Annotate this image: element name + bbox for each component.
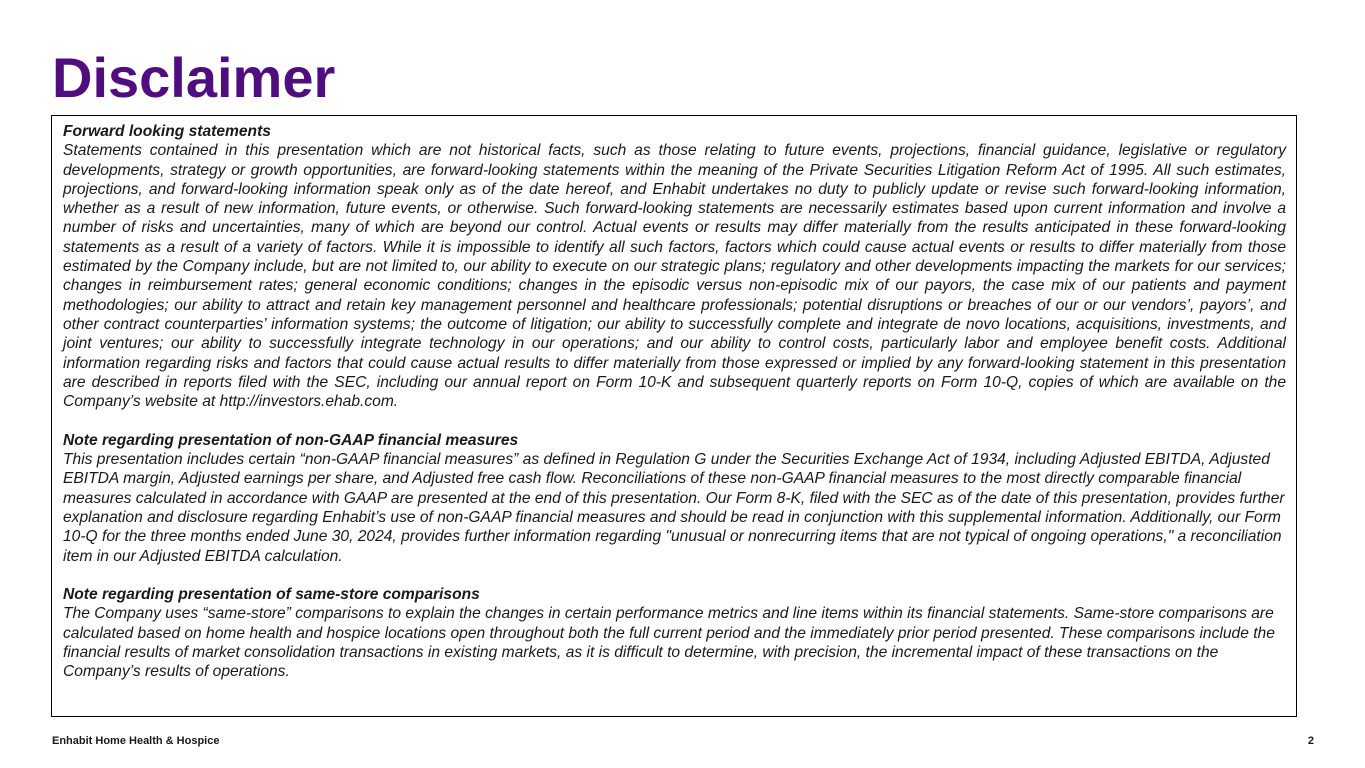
section-heading: Forward looking statements xyxy=(63,123,271,140)
page-title: Disclaimer xyxy=(52,46,336,109)
footer-company-name: Enhabit Home Health & Hospice xyxy=(52,735,220,747)
forward-looking-section xyxy=(63,122,1286,411)
same-store-section xyxy=(63,585,1286,681)
section-heading: Note regarding presentation of non-GAAP financial measures xyxy=(63,431,519,449)
section-heading: Note regarding presentation of same-store comparisons xyxy=(63,586,480,604)
section-body: This presentation includes certain “non-GAAP financial measures” as defined in Regulation G under the Securities Exchange Act of 1934, including Adjusted EBITDA, Adjusted EBITDA margin, Adjusted earnings per share, and Adjusted free cash flow. Reconciliations of these non-GAAP financial measures to the most directly comparable financial measures calculated in accordance with GAAP are presented at the end of this presentation. Our Form 8-K, filed with the SEC as of the date of this presentation, provides further explanation and disclosure regarding Enhabit’s use of non-GAAP financial measures and should be read in conjunction with this supplemental information. Additionally, our Form 10-Q for the three months ended June 30, 2024, provides further information regarding "unusual or nonrecurring items that are not typical of ongoing operations," a reconciliation item in our Adjusted EBITDA calculation. xyxy=(63,451,1285,565)
section-body: The Company uses “same-store” comparisons to explain the changes in certain performance metrics and line items within its financial statements. Same-store comparisons are calculated based on home health and hospice locations open throughout both the full current period and the immediately prior period presented. These comparisons include the financial results of market consolidation transactions in existing markets, as it is difficult to determine, with precision, the incremental impact of these transactions on the Company’s results of operations. xyxy=(63,605,1275,681)
section-body: Statements contained in this presentation which are not historical facts, such as those relating to future events, projections, financial guidance, legislative or regulatory developments, strategy or growth opportunities, are forward-looking statements within the meaning of the Private Securities Litigation Reform Act of 1995. All such estimates, projections, and forward-looking information speak only as of the date hereof, and Enhabit undertakes no duty to publicly update or revise such forward-looking information, whether as a result of new information, future events, or otherwise. Such forward-looking statements are necessarily estimates based upon current information and involve a number of risks and uncertainties, many of which are beyond our control. Actual events or results may differ materially from the results anticipated in these forward-looking statements as a result of a variety of factors. While it is impossible to identify all such factors, factors which could cause actual events or results to differ materially from those estimated by the Company include, but are not limited to, our ability to execute on our strategic plans; regulatory and other developments impacting the markets for our services; changes in reimbursement rates; general economic conditions; changes in the episodic versus non-episodic mix of our payors, the case mix of our patients and payment methodologies; our ability to attract and retain key management personnel and healthcare professionals; potential disruptions or breaches of our or our vendors’, payors’, and other contract counterparties’ information systems; the outcome of litigation; our ability to successfully complete and integrate de novo locations, acquisitions, investments, and joint ventures; our ability to successfully integrate technology in our operations; and our ability to control costs, particularly labor and employee benefit costs. Additional information regarding risks and factors that could cause actual results to differ materially from those expressed or implied by any forward-looking statement in this presentation are described in reports filed with the SEC, including our annual report on Form 10-K and subsequent quarterly reports on Form 10-Q, copies of which are available on the Company’s website at http://investors.ehab.com. xyxy=(63,142,1286,411)
disclaimer-box xyxy=(51,115,1297,717)
page-number: 2 xyxy=(1307,735,1314,747)
non-gaap-section xyxy=(63,431,1286,566)
